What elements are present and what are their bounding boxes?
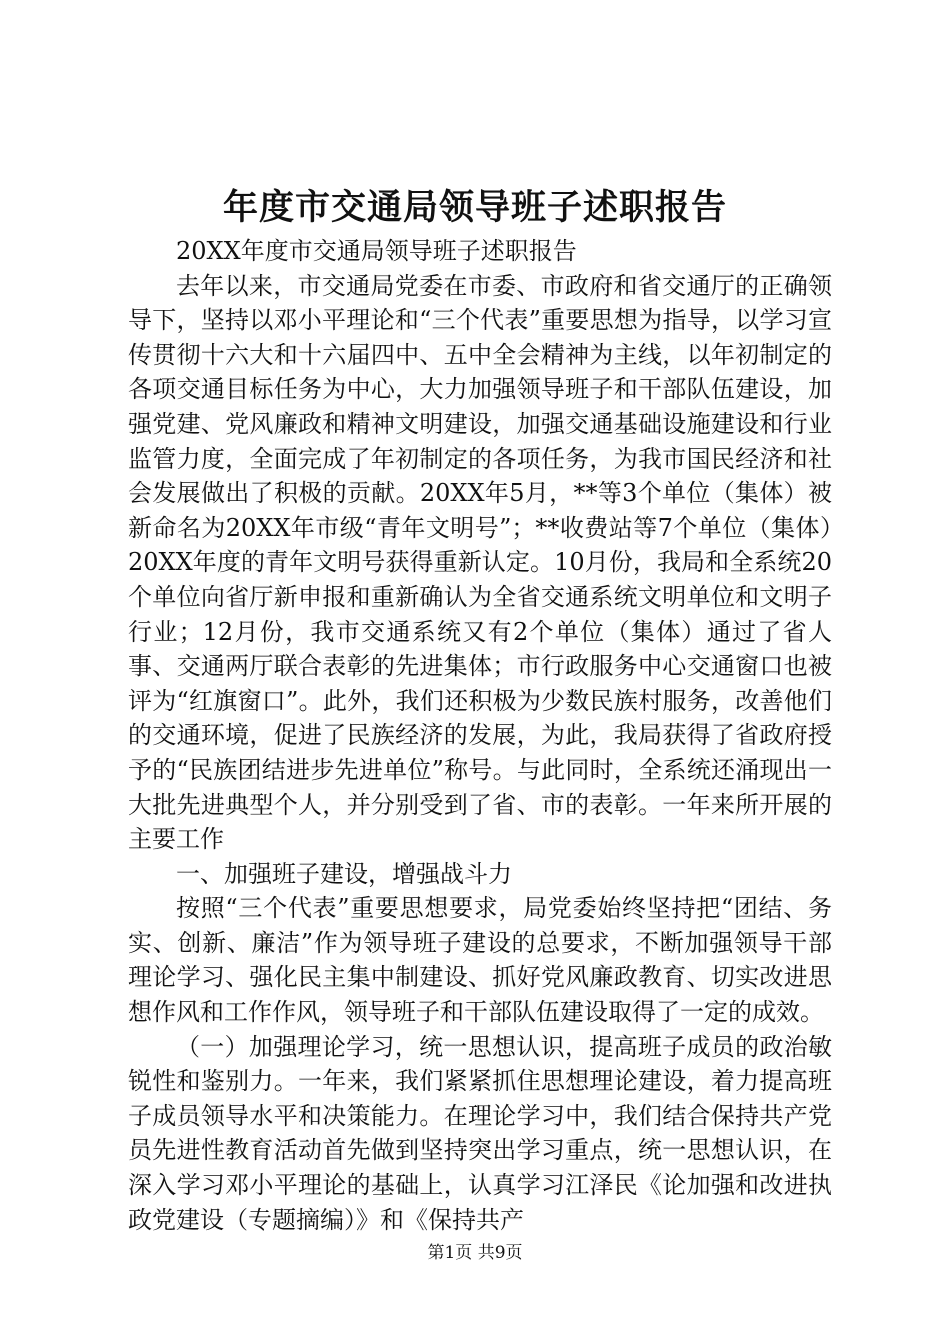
section-heading: 一、加强班子建设，增强战斗力 (176, 859, 512, 888)
subsection-paragraph: （一）加强理论学习，统一思想认识，提高班子成员的政治敏锐性和鉴别力。一年来，我们紧紧抓住思想理论建设，着力提高班子成员领导水平和决策能力。在理论学习中，我们结合保持共产党员先进性教育活动首先做到坚持突出学习重点，统一思想认识，在深入学习邓小平理论的基础上，认真学习江泽民《论加强和改进执政党建设（专题摘编）》和《保持共产 (128, 1032, 832, 1234)
report-heading-paragraph: 20XX年度市交通局领导班子述职报告 (176, 237, 577, 265)
section-paragraph: 按照“三个代表”重要思想要求，局党委始终坚持把“团结、务实、创新、廉洁”作为领导班子建设的总要求，不断加强领导干部理论学习、强化民主集中制建设、抓好党风廉政教育、切实改进思想作风和工作作风，领导班子和干部队伍建设取得了一定的成效。 (128, 894, 832, 1027)
document-title: 年度市交通局领导班子述职报告 (222, 187, 727, 228)
intro-paragraph: 去年以来，市交通局党委在市委、市政府和省交通厅的正确领导下，坚持以邓小平理论和“三个代表”重要思想为指导，以学习宣传贯彻十六大和十六届四中、五中全会精神为主线，以年初制定的各项交通目标任务为中心，大力加强领导班子和干部队伍建设，加强党建、党风廉政和精神文明建设，加强交通基础设施建设和行业监管力度，全面完成了年初制定的各项任务，为我市国民经济和社会发展做出了积极的贡献。20XX年5月，**等3个单位（集体）被新命名为20XX年市级“青年文明号”；**收费站等7个单位（集体）20XX年度的青年文明号获得重新认定。10月份，我局和全系统20个单位向省厅新申报和重新确认为全省交通系统文明单位和文明子行业；12月份，我市交通系统又有2个单位（集体）通过了省人事、交通两厅联合表彰的先进集体；市行政服务中心交通窗口也被评为“红旗窗口”。此外，我们还积极为少数民族村服务，改善他们的交通环境，促进了民族经济的发展，为此，我局获得了省政府授予的“民族团结进步先进单位”称号。与此同时，全系统还涌现出一大批先进典型个人，并分别受到了省、市的表彰。一年来所开展的主要工作 (128, 271, 832, 854)
page-number-footer: 第1页 共9页 (427, 1243, 523, 1263)
document-body (128, 234, 832, 1237)
